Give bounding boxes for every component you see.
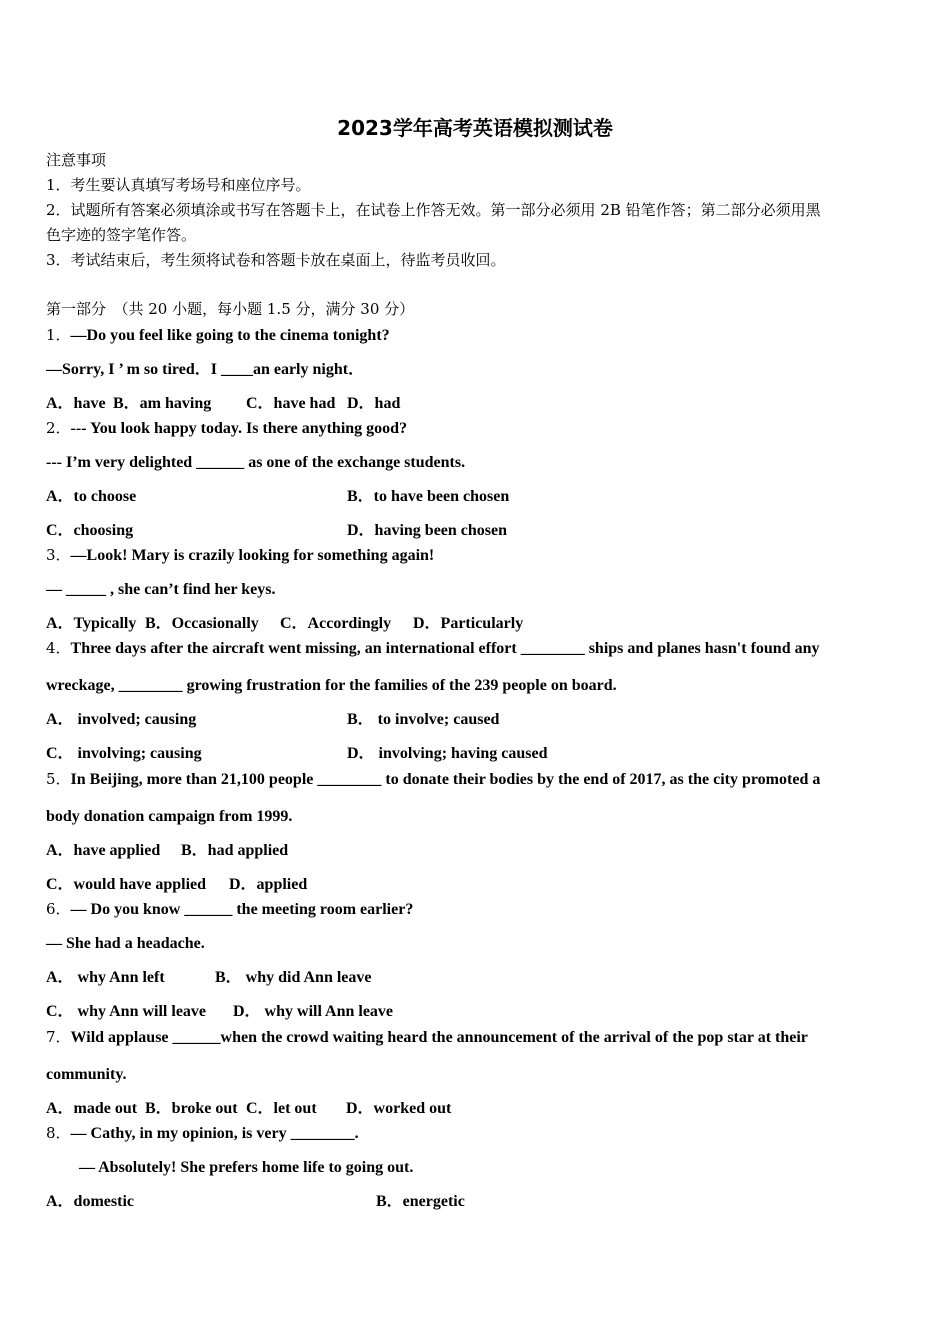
option-c[interactable]: C．choosing [46, 522, 134, 539]
section-heading: 第一部分 （共 20 小题，每小题 1.5 分，满分 30 分） [46, 300, 415, 318]
question-5-line: body donation campaign from 1999. [46, 808, 293, 825]
notice-item: 1．考生要认真填写考场号和座位序号。 [46, 176, 311, 194]
question-number: 5． [46, 770, 71, 788]
option-b[interactable]: B．to have been chosen [347, 488, 510, 505]
question-2-line: --- I’m very delighted ______ as one of the exchange students. [46, 454, 466, 471]
option-b[interactable]: B．broke out [145, 1100, 238, 1117]
option-a[interactable]: A．Typically [46, 615, 137, 632]
question-3-line: — _____ , she can’t find her keys. [46, 581, 276, 598]
option-b[interactable]: B．energetic [376, 1193, 465, 1210]
option-d[interactable]: D． involving; having caused [347, 745, 548, 762]
question-number: 4． [46, 639, 71, 657]
option-a[interactable]: A． involved; causing [46, 711, 197, 728]
option-d[interactable]: D．applied [229, 876, 308, 893]
option-c[interactable]: C．let out [246, 1100, 317, 1117]
question-3-stem: 3．—Look! Mary is crazily looking for something again! [46, 546, 435, 564]
question-1-stem: 1．—Do you feel like going to the cinema tonight? [46, 326, 390, 344]
question-7-line: community. [46, 1066, 127, 1083]
option-a[interactable]: A．have [46, 395, 106, 412]
question-number: 6． [46, 900, 71, 918]
option-a[interactable]: A．made out [46, 1100, 138, 1117]
question-8-stem: 8．— Cathy, in my opinion, is very ________. [46, 1124, 359, 1142]
option-d[interactable]: D．Particularly [413, 615, 524, 632]
question-2-stem: 2．--- You look happy today. Is there anything good? [46, 419, 408, 437]
option-c[interactable]: C． why Ann will leave [46, 1003, 207, 1020]
option-a[interactable]: A．to choose [46, 488, 137, 505]
question-5-stem: 5．In Beijing, more than 21,100 people ________ to donate their bodies by the end of 2017, as the city promoted a [46, 770, 821, 788]
option-b[interactable]: B．am having [113, 395, 212, 412]
option-d[interactable]: D．having been chosen [347, 522, 508, 539]
option-d[interactable]: D．had [347, 395, 401, 412]
question-7-stem: 7．Wild applause ______when the crowd waiting heard the announcement of the arrival of the pop star at their [46, 1028, 808, 1046]
notice-item: 2．试题所有答案必须填涂或书写在答题卡上，在试卷上作答无效。第一部分必须用 2B 铅笔作答；第二部分必须用黑 [46, 201, 821, 219]
option-a[interactable]: A． why Ann left [46, 969, 165, 986]
page-title: 2023学年高考英语模拟测试卷 [337, 116, 613, 140]
question-number: 1． [46, 326, 71, 344]
option-b[interactable]: B．Occasionally [145, 615, 259, 632]
option-b[interactable]: B．had applied [181, 842, 289, 859]
notice-item: 3．考试结束后，考生须将试卷和答题卡放在桌面上，待监考员收回。 [46, 251, 506, 269]
question-4-stem: 4．Three days after the aircraft went missing, an international effort ________ ships and planes hasn't found any [46, 639, 820, 657]
question-number: 2． [46, 419, 71, 437]
option-a[interactable]: A．domestic [46, 1193, 134, 1210]
notice-item: 色字迹的签字笔作答。 [46, 226, 197, 244]
question-number: 8． [46, 1124, 71, 1142]
question-8-line: — Absolutely! She prefers home life to going out. [79, 1159, 414, 1176]
option-b[interactable]: B． to involve; caused [347, 711, 500, 728]
question-6-stem: 6．— Do you know ______ the meeting room earlier? [46, 900, 414, 918]
question-6-line: — She had a headache. [46, 935, 205, 952]
option-c[interactable]: C．would have applied [46, 876, 207, 893]
option-c[interactable]: C． involving; causing [46, 745, 202, 762]
option-d[interactable]: D． why will Ann leave [233, 1003, 394, 1020]
notice-heading: 注意事项 [46, 151, 107, 169]
option-c[interactable]: C．have had [246, 395, 336, 412]
question-1-line: —Sorry, I ’ m so tired．I ____an early night． [46, 361, 365, 378]
question-number: 7． [46, 1028, 71, 1046]
option-b[interactable]: B． why did Ann leave [215, 969, 372, 986]
question-4-line: wreckage, ________ growing frustration for the families of the 239 people on board. [46, 677, 617, 694]
option-a[interactable]: A．have applied [46, 842, 161, 859]
option-c[interactable]: C．Accordingly [280, 615, 392, 632]
question-number: 3． [46, 546, 71, 564]
option-d[interactable]: D．worked out [346, 1100, 452, 1117]
